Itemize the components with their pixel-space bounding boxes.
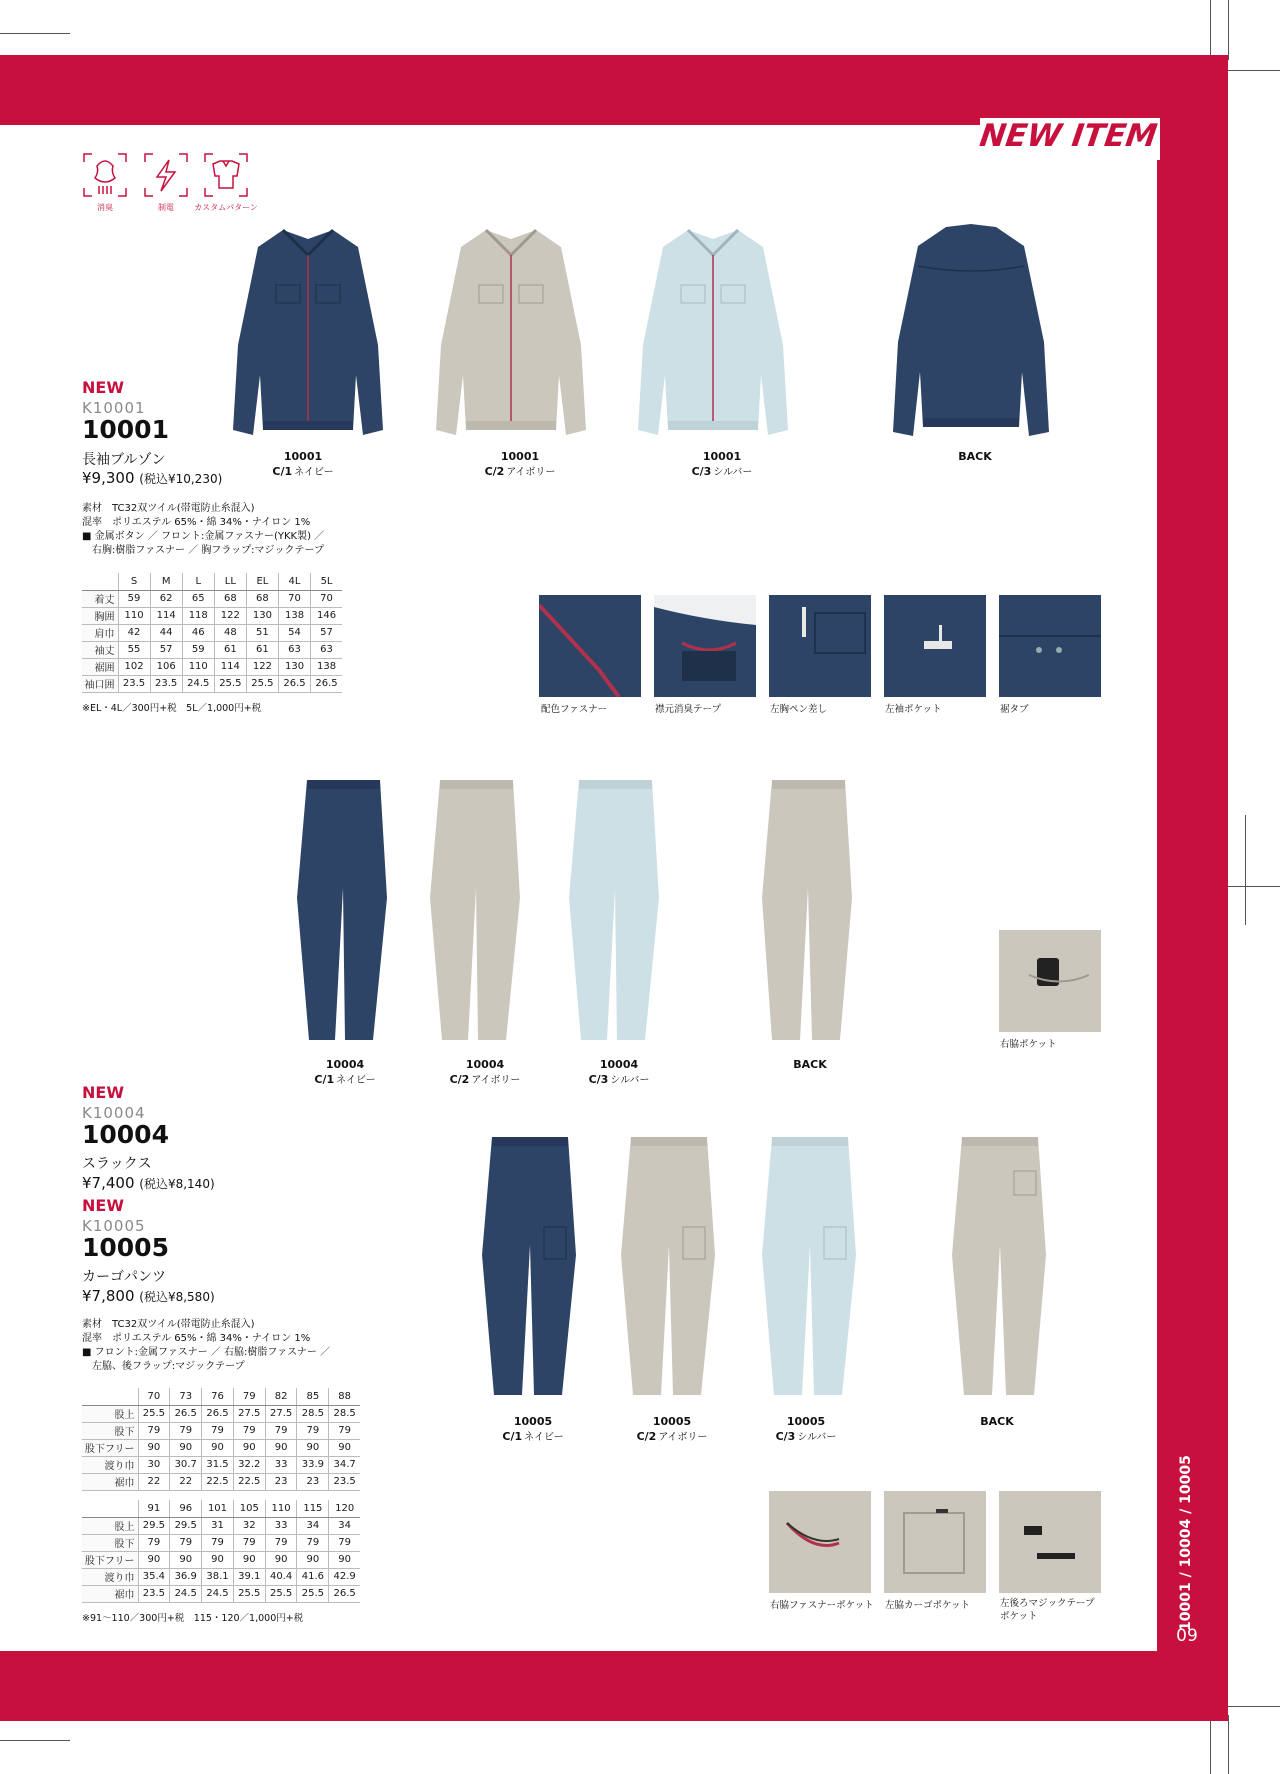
deodorant-icon [82,152,128,198]
slacks-ivory-front [428,778,523,1043]
product-name: カーゴパンツ [82,1269,166,1285]
detail-photo-cargo-pocket [884,1491,986,1593]
sku: K10005 [82,1217,146,1235]
variant-caption: BACK [980,1415,1014,1428]
variant-caption: 10005 C/2 アイボリー [636,1415,708,1443]
variant-caption: BACK [793,1058,827,1071]
side-label: 10001 / 10004 / 10005 [1178,1455,1194,1631]
detail-photo-sleeve [884,595,986,697]
feature-antistatic: 制電 [143,152,189,213]
crop-mark [1210,0,1211,60]
crop-mark [1228,1715,1229,1774]
variant-caption: 10005 C/3 シルバー [775,1415,837,1443]
header-band [0,55,1228,125]
table-row: 股上 29.5 29.5 31 32 33 34 34 [82,1517,360,1534]
detail-caption: 配色ファスナー [541,704,608,715]
table-row: 裾巾 23.5 24.5 24.5 25.5 25.5 25.5 26.5 [82,1585,360,1602]
variant-caption: 10001 C/3 シルバー [691,450,753,478]
sku: K10001 [82,399,146,417]
cargo-back [950,1135,1050,1397]
detail-photo-zip-pocket [769,1491,871,1593]
crop-mark [0,1740,70,1741]
model-number: 10004 [82,1120,169,1149]
detail-photo-zipper [539,595,641,697]
variant-caption: 10001 C/1 ネイビー [272,450,334,478]
new-label: NEW [82,378,124,397]
crop-mark [1210,1715,1211,1774]
cargo-ivory-front [619,1135,719,1397]
table-row: 着丈 59 62 65 68 68 70 70 [82,590,342,607]
model-number: 10001 [82,415,169,444]
antistatic-icon [143,152,189,198]
size-table-pants-2: 91 96 101 105 110 115 120 股上 29.5 29.5 31 32 33 34 34 股下 79 79 79 79 79 79 79 股下フリー 90 90 90 90 90 90 90 渡り巾 35.4 36.9 38.1 39.1 40.4 41.6 42.9 裾巾 23.5 24.5 24.5 25.5 25.5 25.5 26.5 [82,1500,360,1603]
detail-caption: 左脇カーゴポケット [885,1600,971,1611]
product-name: 長袖ブルゾン [82,452,166,468]
variant-caption: BACK [958,450,992,463]
table-row: 裾囲 102 106 110 114 122 130 138 [82,658,342,675]
table-row: 股下 79 79 79 79 79 79 79 [82,1534,360,1551]
price: ¥9,300 (税込¥10,230) [82,469,223,487]
detail-photo-hem [999,595,1101,697]
crop-mark [1245,815,1246,925]
size-table-jacket: S M L LL EL 4L 5L 着丈 59 62 65 68 68 70 70 胸囲 110 114 118 122 130 138 146 肩巾 42 44 46 48 51 54 57 袖丈 55 57 59 61 61 63 63 裾囲 102 106 110 114 122 130 138 袖口囲 23.5 23.5 24.5 25.5 25.5 26.5 26.5 [82,573,342,693]
table-row: 股下 79 79 79 79 79 79 79 [82,1422,360,1439]
sku: K10004 [82,1104,146,1122]
table-row: 肩巾 42 44 46 48 51 54 57 [82,624,342,641]
variant-caption: 10004 C/3 シルバー [588,1058,650,1086]
jacket-ivory-front [431,225,591,440]
feature-custom-pattern: カスタムパターン [203,152,249,213]
slacks-silver-front [567,778,662,1043]
price: ¥7,800 (税込¥8,580) [82,1287,215,1305]
product-name: スラックス [82,1156,152,1172]
detail-caption: 右脇ファスナーポケット [770,1600,874,1611]
detail-caption: 左後ろマジックテープ ポケット [1000,1598,1095,1622]
table-row: 胸囲 110 114 118 122 130 138 146 [82,607,342,624]
size-note: ※EL・4L／300円+税 5L／1,000円+税 [82,703,262,714]
slacks-back [760,778,855,1043]
table-row: 股下フリー 90 90 90 90 90 90 90 [82,1551,360,1568]
footer-band [0,1651,1228,1721]
jacket-silver-front [633,225,793,440]
detail-caption: 左袖ポケット [885,704,942,715]
size-table-pants-1: 70 73 76 79 82 85 88 股上 25.5 26.5 26.5 27.5 27.5 28.5 28.5 股下 79 79 79 79 79 79 79 股下フリー 90 90 90 90 90 90 90 渡り巾 30 30.7 31.5 32.2 33 33.9 34.7 裾巾 22 22 22.5 22.5 23 23 23.5 [82,1388,360,1491]
cargo-silver-front [760,1135,860,1397]
detail-photo-side-pocket [999,930,1101,1032]
detail-caption: 裾タブ [1000,704,1029,715]
spec-list: 素材 TC32双ツイル(帯電防止糸混入) 混率 ポリエステル 65%・綿 34%・ナイロン 1% ■ フロント:金属ファスナー ／ 右脇:樹脂ファスナー ／ 左脇、後フラップ:マジックテープ [82,1319,331,1372]
detail-photo-collar [654,595,756,697]
slacks-navy-front [295,778,390,1043]
table-row: 袖丈 55 57 59 61 61 63 63 [82,641,342,658]
detail-photo-pen [769,595,871,697]
variant-caption: 10005 C/1 ネイビー [502,1415,564,1443]
crop-mark [1228,886,1280,887]
detail-caption: 襟元消臭テープ [655,704,722,715]
new-item-badge: NEW ITEM [980,118,1160,160]
model-number: 10005 [82,1233,169,1262]
crop-mark [0,33,70,34]
jacket-navy-front [228,225,388,440]
table-row: 股上 25.5 26.5 26.5 27.5 27.5 28.5 28.5 [82,1405,360,1422]
table-row: 渡り巾 30 30.7 31.5 32.2 33 33.9 34.7 [82,1456,360,1473]
size-note: ※91〜110／300円+税 115・120／1,000円+税 [82,1613,304,1624]
detail-caption: 左胸ペン差し [770,704,828,715]
custom-pattern-icon [203,152,249,198]
price: ¥7,400 (税込¥8,140) [82,1174,215,1192]
feature-deodorant: 消臭 [82,152,128,213]
new-label: NEW [82,1083,124,1102]
jacket-navy-back [886,222,1056,440]
spec-list: 素材 TC32双ツイル(帯電防止糸混入) 混率 ポリエステル 65%・綿 34%・ナイロン 1% ■ 金属ボタン ／ フロント:金属ファスナー(YKK製) ／ 右胸:樹脂ファスナー ／ 胸フラップ:マジックテープ [82,503,325,556]
table-row: 股下フリー 90 90 90 90 90 90 90 [82,1439,360,1456]
crop-mark [1228,0,1229,60]
cargo-navy-front [480,1135,580,1397]
table-row: 渡り巾 35.4 36.9 38.1 39.1 40.4 41.6 42.9 [82,1568,360,1585]
new-label: NEW [82,1196,124,1215]
detail-photo-back-pocket [999,1491,1101,1593]
page-number: 09 [1176,1626,1198,1646]
variant-caption: 10004 C/1 ネイビー [314,1058,376,1086]
variant-caption: 10001 C/2 アイボリー [484,450,556,478]
detail-caption: 右脇ポケット [1000,1039,1057,1050]
table-row: 裾巾 22 22 22.5 22.5 23 23 23.5 [82,1473,360,1490]
table-row: 袖口囲 23.5 23.5 24.5 25.5 25.5 26.5 26.5 [82,675,342,692]
variant-caption: 10004 C/2 アイボリー [449,1058,521,1086]
